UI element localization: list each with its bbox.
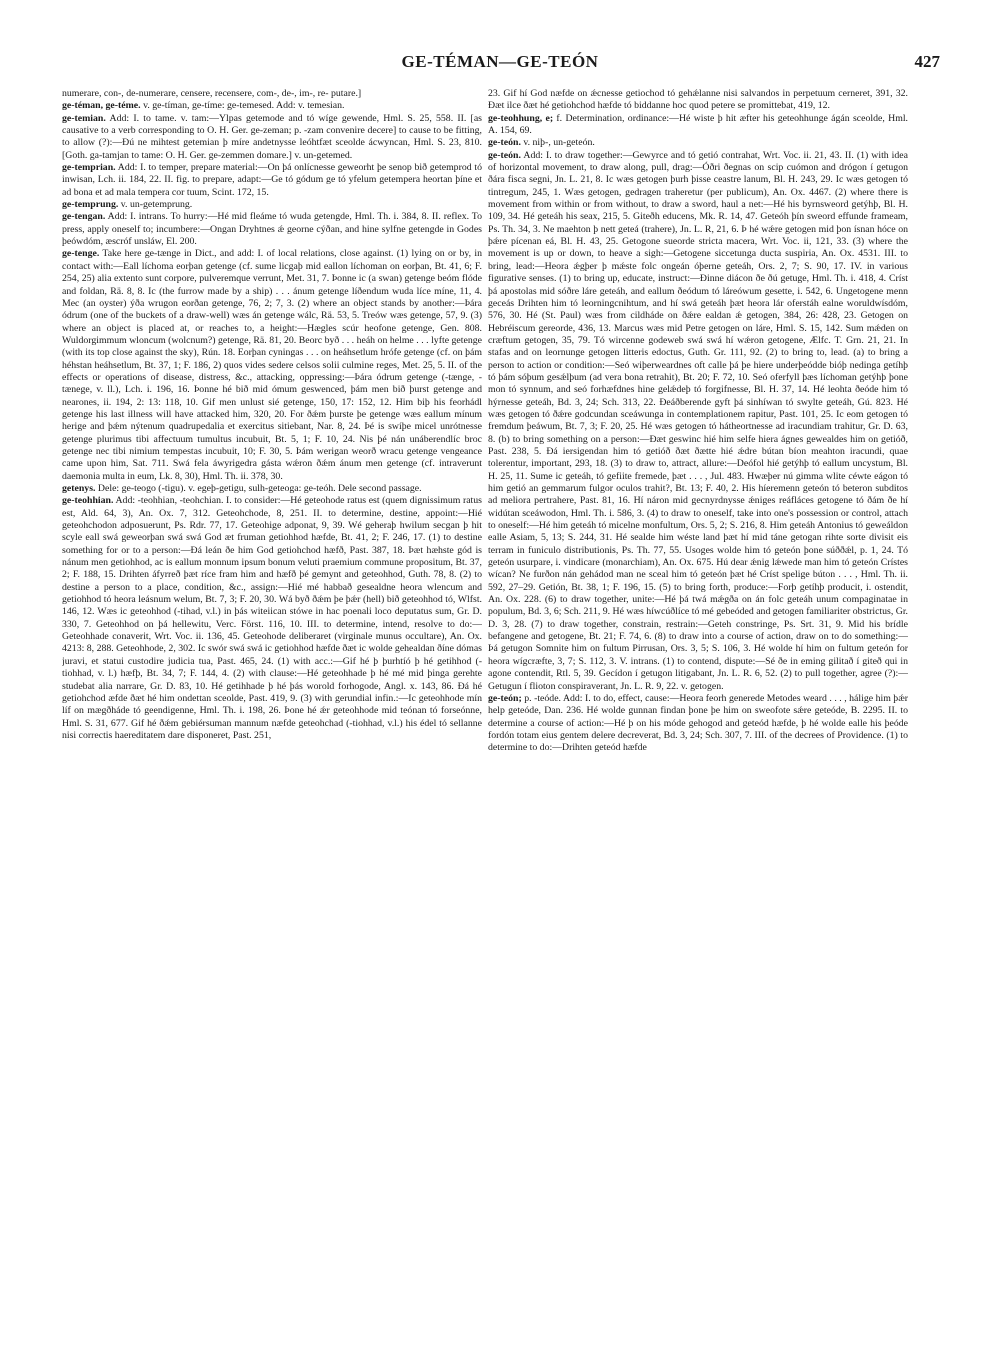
- left-column: [62, 88, 482, 1333]
- dictionary-entry: [488, 693, 908, 755]
- page-title: GE-TÉMAN—GE-TEÓN: [401, 52, 599, 71]
- running-head: [60, 52, 940, 78]
- entry-text: Take here ge-tænge in Dict., and add: I. of local relations, close against. (1) lying on or by, in contact with:—Eall líchoma eorþan getenge (cf. sume licgaþ mid eallon líchoman on eorþan, Bt. 41, 6; F. 254, 25) alia extento sunt corpore, pulveremque verrunt, Met. 31, 7. Þonne ic (a swan) getenge beóm flóde and foldan, Rä. 8, 8. Ic (the furrow made by a ship) . . . ánum getenge líðendum wuda líce míne, 11, 4. Mec (an oyster) ýða wrugon eorðan getenge, 76, 2; 7, 3. (2) where an object stands by another:—Þára ódrum (one of the buckets of a draw-well) wæs án getenge wálc, Rä. 53, 5. Treów wæs getenge, 57, 9. (3) where an object is placed at, or reaches to, a height:—Hægles scúr heofone getenge, Gen. 808. Wuldorgimmum wloncum (wolcnum?) getenge, Rä. 81, 20. Beorc byð . . . heáh on helme . . . lyfte getenge (with its top close against the sky), Rún. 18. Eorþan cyningas . . . on heáhsetlum hrófe getenge (cf. on þám héhstan heáhsetlum, Bt. 37, 1; F. 186, 2) quos vides sedere celsos solii culmine reges, Met. 25, 5. II. of the effects or operations of disease, distress, &c., attacking, oppressing:—Þára ódrum getenge (-tænge, -tænege, v. ll.), Lch. i. 196, 16. Þonne hé bið mid ómum geswenced, þám men bið þurst getenge and nearones, ii. 194, 2: 13: 118, 10. Gif men unlust sié getenge, 150, 17: 152, 12. Him biþ his feorhádl getenge his last illness will have attacked him, 320, 20. For ðǽm þurste þe getenge wæs eallum mínum herige and þǽm nýtenum quadrupedalia et exercitus sitiebant, Nar. 8, 24. Þé is swíþe micel unrótnesse getenge plurimus tibi affectuum tumultus incubuit, Bt. 5, 1; F. 10, 24. Nis þé nán unáberendlíc broc getenge nec tibi nimium tempestas incubuit, 10; F. 30, 5. Þám werigan weorð wracu getenge vengeance came upon him, Sat. 711. Swá fela áwyrigedra gásta wǽron ðǽm ánum men getenge (cf. intraverunt daemonia multa in eum, Lk. 8, 30), Hml. Th. ii. 378, 30.: [62, 248, 482, 482]
- entry-text: Add: -teohhian, -teohchian. I. to consider:—Hé geteohode ratus est (quem dignissimum ratus est, Ald. 64, 3), An. Ox. 7, 312. Geteohchode, 8, 251. II. to determine, destine, appoint:—Hié geteohchodon adposuerunt, Ps. Rdr. 77, 17. Geteohige adponat, 9, 39. Wé geheraþ hwilum secgan þ hit scyle eall swá geweorþan swá swá God æt fruman getiohhod hæfde, Bt. 41, 2; F. 246, 17. (1) to destine something for or to a person:—Ðá leán ðe him God getiohchod hæfð, Past. 387, 18. Þæt hæhste gód is nánum men getiohhod, ac is eallum monnum ipsum bonum veluti praemium commune propositum, Bt. 37, 2; F. 188, 15. Drihten áfyrreð þæt ríce fram him and hæfð þé gemynt and geteohhod, Guth. 78, 8. (2) to destine a person to a place, condition, &c., assign:—Hié mé habbað gesealdne heora wlencum and getiohhod tó heora leásnum welum, Bt. 7, 3; F. 20, 30. Wá byð ðǽm þe þǽr (hell) bið geteohhod tó, Wlfst. 146, 12. Wæs ic geteohhod (-tihad, v.l.) in þás witeiican stówe in hac poenali loco deputatus sum, Gr. D. 330, 7. Geteohhod on þá hellewitu, Verc. Först. 116, 10. III. to determine, intend, resolve to do:—Geteohhade conaverit, Wrt. Voc. ii. 136, 45. Geteohode deliberaret (virginale munus occultare), An. Ox. 4213: 8, 288. Geteohhode, 2, 302. Ic swór swá swá ic getiohhod hæfde ðæt ic wolde gehealdan ðíne dómas juravi, et statui custodire judicia tua, Past. 465, 24. (1) with acc.:—Gif hé þ þurhtíó þ hé getihhod (-tiohhad, v. l.) hæfþ, Bt. 34, 7; F. 144, 4. (2) with clause:—Hé geteohhade þ hé mé mid þinga gerehte studebat alia narrare, Gr. D. 83, 10. Hé getihhade þ hé þás worold forhogode, Angl. x. 143, 86. Ðá hé getiohchod æfde ðæt hé him ondettan sceolde, Past. 419, 9. (3) with gerundial infin.:—Ic geteohhode mín líf on mægðháde tó geendigenne, Hml. Th. i. 198, 26. Þone hé ǽr geteohhode mid teónan tó forseónne, Hml. S. 31, 677. Gif hé ðǽm gebiérsuman mannum næfde geteohchad (-tiohhad, v.l.) his édel tó sellanne nisi correctis haereditatem dare disponeret, Past. 251,: [62, 495, 482, 741]
- headword: getenys.: [62, 483, 96, 494]
- dictionary-entry: [62, 483, 482, 495]
- dictionary-entry: [62, 113, 482, 162]
- headword: ge-tengan.: [62, 211, 106, 223]
- entry-text: f. Determination, ordinance:—Hé wiste þ hit æfter his geteohhunge ágán sceolde, Hml. A. 154, 69.: [488, 112, 908, 137]
- dictionary-entry: [488, 137, 908, 149]
- entry-text: Add: I. to draw together:—Gewyrce and tó getió contrahat, Wrt. Voc. ii. 21, 43. II. (1) with idea of horizontal movement, to draw along, pull, drag:—Óðri ðegnas on scip cuómon and drógon í getugon ðára fisca segni, Jn. L. 21, 8. Ic wæs getogen þurh þisse ceastre lanum, Bl. H. 243, 29. Ic wæs getogen tó tintregum, 245, 1. Wæs getogen, gedragen traheretur (per publicum), An. Ox. 4467. (2) where there is movement from within or from without, to draw a sword, haul a net:—Hé his byrnsweord getýhþ, Bl. H. 109, 34. Hé geteáh his seax, 215, 5. Giteðh educens, Mk. R. 14, 47. Geteóh þín sweord effunde frameam, Ps. Th. 34, 3. Ne maehton þ nett geteá (trahere), Jn. L. R, 21, 6. Þ hé wǽre getogen mid þon ísnan hóce on þǽre pícenan eá, Bl. H. 43, 25. Getogone sueorde stricta macera, Wrt. Voc. ii, 121, 33. (3) where the movement is up or down, to heave a sigh:—Getogene siccetunga ducta suspiria, An. Ox. 4531. III. to bring, lead:—Heora ǽgþer þ mǽste folc ongeán óþerne geteáh, Ors. 2, 7; S. 90, 17. IV. in various figurative senses. (1) to bring up, educate, instruct:—Ðinne diácon ðe ðú getuge, Hml. Th. i. 418, 4. Críst þá apostolas mid sóðre láre geteáh, and eallum ðeódum tó láreówum gesette, i. 542, 6. Ungetogene menn geceás Drihten him tó leorningcnihtum, and hí swá geteáh þæt heora lár oferstáh ealne woruldwísdóm, 576, 30. Hé (St. Paul) wæs from cildháde on ðǽre ealdan ǽ getogen, 384, 26: 428, 23. Getogen on Hebréiscum gereorde, 436, 13. Marcus wæs mid Petre getogen on láre, Hml. S. 15, 142. Sum mǽden on cræftum getogen, 35, 79. Tó wircenne godeweb swá swá hí wǽron getogene, Ælfc. T. Grn. 21, 21. In stafas and on leornunge getogen litteris edoctus, Guth. Gr. 111, 92. (2) to bring to, lead. (a) to bring a person to action or condition:—Seó wiþerweardnes oft calle þá þe hiere underþeódde bióþ nedinga getíhþ tó þám sóþum gesǽlþum (ad vera bona retrahit), Bt. 20; F. 72, 10. Seó oferfyll þæs líchoman getýhþ þone mon tó synnum, and seó forhæfdnes hine gelǽdeþ tó forgifnesse, Bl. H. 37, 14. Hé leohta ðeóde him tó hýrnesse geteáh, Bd. 3, 24; Sch. 313, 22. Ðeáðberende gyft þá sinhíwan tó swylte geteáh, Gú. 823. Hé wæs getogen tó ðǽre godcundan sceáwunga in contemplationem rapitur, Past. 101, 25. Ic eom getogen tó fremdum þeáwum, Bt. 7, 3; F. 20, 25. Hé wæs getogen tó hátheortnesse ad iracundiam trahitur, Gr. D. 63, 8. (b) to bring something on a person:—Ðæt geswinc hié him selfe hiera ágnes gewealdes him on getióð, Past. 238, 5. Ðá iersigendan him tó getióð ðæt ðætte hié ǽdre bútan bíon meahton iracundi, quae tolerentur, important, 293, 18. (3) to draw to, attract, allure:—Deófol hié getýhþ tó eallum uncystum, Bl. H. 25, 11. Sume ic geteáh, tó gefiite fremede, þæt . . . , Jul. 483. Hwæþer nú gimma wlite céwte eágon tó him getió an gemmarum fulgor oculos trahit?, Bt. 13; F. 40, 2. His híeremenn geteón tó beteron subditos ad meliora pertrahere, Past. 81, 16. Hí náron mid gecnyrdnysse ǽniges reáfláces getogene tó ðám ðe hí widútan sceáwodon, Hml. Th. i. 586, 3. (4) to draw to oneself, take into one's possession or control, attach to oneself:—Hé him geteáh tó micelne monfultum, Ors. 5, 2; S. 216, 8. Him geteáh Antonius tó geweáldon ealle Asiam, 5, 13; S. 244, 31. Hé sealde him wéste land þæt hí mid táne getogan rihte sorte divisit eis terram in funiculo distributionis, Ps. Th. 77, 55. Usoges wolde him tó geteón þone súððǽl, p. 1, 24. Tó geteón usurpare, i. vindicare (monarchiam), An. Ox. 675. Hú dear ǽnig lǽwede man him tó geteón Crístes wícan? Ne furðon nán gehádod man ne sceal him tó geteón þæt hé Críst spelige búton . . . , Hml. Th. ii. 592, 27–29. Getión, Bt. 38, 1; F. 196, 15. (5) to bring forth, produce:—Forþ getíhþ producit, i. ostendit, An. Ox. 228. (6) to draw together, unite:—Hé þá twá mǽgða on án folc geteáh unum compaginatae in populum, Bd. 3, 6; Sch. 211, 9. Hé wæs híwcúðlíce tó mé gebeóded and getogen familiariter obstrictus, Gr. D. 3, 28. (7) to draw together, constrain, restrain:—Geteh constringe, Ps. Srt. 31, 9. Mid his brídle befangene and getogene, Bt. 21; F. 74, 6. (8) to draw into a course of action, draw on to do something:—Þá getugon Somnite him on fultum Pirrusan, Ors. 3, 5; S. 106, 3. Hé wolde hí him on fultum geteón for heora wígcræfte, 3, 7; S. 112, 3. V. intrans. (1) to contend, dispute:—Sé ðe in eming gilitað í giteð qui in agone contendit, Rtl. 5, 39. Gecídon í getugon litigabant, Jn. L. R. 6, 52. (2) to pull together, agree (?):—Getugun í flioton conspiraverant, Jn. L. R. 9, 22. v. getogen.: [488, 149, 908, 692]
- dictionary-entry: [62, 100, 482, 112]
- dictionary-entry: [488, 150, 908, 693]
- headword: ge-teón;: [488, 692, 522, 704]
- dictionary-entry: [488, 88, 908, 113]
- entry-text: Add: I. intrans. To hurry:—Hé mid fleáme tó wuda getengde, Hml. Th. i. 384, 8. II. reflex. To press, apply oneself to; incumbere:—Ongan Dryhtnes ǽ georne cýðan, and hine sylfne getengde in Godes þeówdóm, æscróf unsláw, El. 200.: [62, 211, 482, 248]
- dictionary-entry: [488, 113, 908, 138]
- page-number: 427: [914, 52, 940, 71]
- entry-text: 23. Gif hí God næfde on ǽcnesse getiochod tó gehǽlanne nisi salvandos in perpetuum cerneret, 391, 32. Ðæt ilce ðæt hé getiohchod hæfde tó biddanne hoc quod petere se promittebat, 419, 12.: [488, 88, 908, 112]
- entry-text: numerare, con-, de-numerare, censere, recensere, com-, de-, im-, re- putare.]: [62, 88, 362, 99]
- entry-text: v. ge-tíman, ge-tíme: ge-temesed. Add: v. temesian.: [143, 100, 345, 112]
- headword: ge-temprian.: [62, 162, 116, 174]
- right-column: [488, 88, 908, 1333]
- headword: ge-teohhian.: [62, 495, 114, 507]
- dictionary-entry: [62, 495, 482, 742]
- dictionary-entry: [62, 88, 482, 100]
- dictionary-entry: [62, 211, 482, 248]
- entry-text: v. un-getemprung.: [120, 199, 193, 211]
- entry-text: Dele: ge-teogo (-tigu). v. egeþ-getigu, sulh-geteoga: ge-teóh. Dele second passage.: [97, 483, 422, 494]
- entry-text: p. -teóde. Add: I. to do, effect, cause:—Heora feorh generede Metodes weard . . . , hálige him þǽr help geteóde, Dan. 236. Hé wolde gunnan findan þone þe him on sweofote sǽre geteóde, B. 2295. II. to determine a course of action:—Hé þ on his móde gehogod and geteód hæfde, þ hé wolde ealle his þeóde fordón totam eius gentem delere decreverat, Bd. 3, 24; Sch. 307, 7. III. of the decrees of Providence. (1) to determine to do:—Drihten geteód hæfde: [488, 692, 908, 754]
- headword: ge-temian.: [62, 112, 106, 124]
- headword: ge-teón.: [488, 149, 521, 161]
- headword: ge-teohhung, e;: [488, 112, 554, 124]
- dictionary-entry: [62, 248, 482, 483]
- headword: ge-téman, ge-téme.: [62, 100, 141, 112]
- dictionary-entry: [62, 162, 482, 199]
- headword: ge-temprung.: [62, 199, 119, 211]
- headword: ge-tenge.: [62, 248, 100, 260]
- entry-text: Add: I. to temper, prepare material:—On þá onlícnesse geweorht þe senop bið getemprod tó inwisan, Lch. ii. 184, 22. II. fig. to prepare, adapt:—Ge tó gódum ge tó yfelum getempera heortan þíne et ad bona et ad mala tempera cor tuum, Scint. 172, 15.: [62, 162, 482, 198]
- headword: ge-teón.: [488, 137, 521, 149]
- entry-text: v. niþ-, un-geteón.: [523, 137, 595, 149]
- dictionary-entry: [62, 199, 482, 211]
- entry-text: Add: I. to tame. v. tam:—Ylpas getemode and tó wíge gewende, Hml. S. 25, 558. II. [as causative to a verb corresponding to O. H. Ger. ge-zeman; p. -zam convenire decere] to cause to be fitting, to allow (?):—Ðú ne mihtest getemian þ míre andetnysse leóhtfæt sceolde ácwyncan, Hml. S. 23, 810. [Goth. ga-tamjan to tame: O. H. Ger. ge-zemmen domare.] v. un-getemed.: [62, 112, 482, 161]
